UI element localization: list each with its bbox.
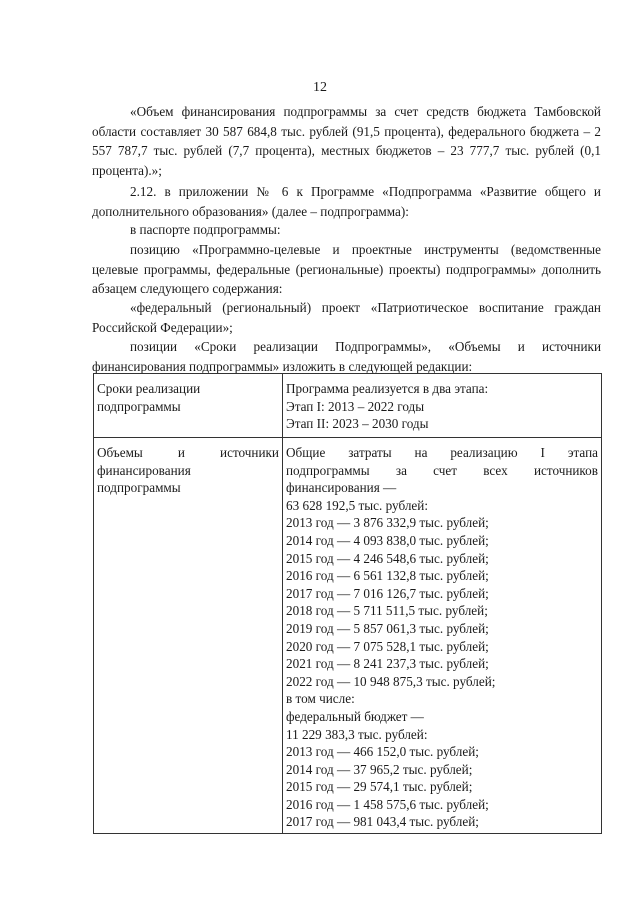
row-label-line: Сроки реализации: [97, 381, 201, 396]
row-label-line: подпрограммы: [97, 398, 181, 414]
row-content-line: подпрограммы за счет всех источников: [286, 462, 598, 478]
paragraph-passport: в паспорте подпрограммы:: [130, 222, 281, 237]
row-content-line: Программа реализуется в два этапа:: [286, 381, 489, 396]
row-label-line: Объемы и источники: [97, 445, 279, 460]
row-content-line: Этап I: 2013 – 2022 годы: [286, 398, 425, 414]
row-content-line: Общие затраты на реализацию I этапа: [286, 445, 598, 460]
table-cell-content: [283, 438, 602, 834]
page-number: 12: [313, 80, 327, 95]
paragraph-positions-edit: позиции «Сроки реализации Подпрограммы», «Объемы и источники финансирования подпрограммы» изложить в следующей редакции:: [92, 339, 601, 374]
passport-table: [93, 373, 602, 834]
row-content-line: 11 229 383,3 тыс. рублей:: [286, 726, 428, 742]
row-content-line: 2016 год — 1 458 575,6 тыс. рублей;: [286, 796, 489, 812]
row-content-line: 2015 год — 29 574,1 тыс. рублей;: [286, 779, 473, 795]
table-row: [94, 438, 602, 834]
paragraph-funding-volume: «Объем финансирования подпрограммы за счет средств бюджета Тамбовской области составляет 30 587 684,8 тыс. рублей (91,5 процента), федерального бюджета – 2 557 787,7 тыс. рублей (7,7 процента), местных бюджетов – 23 777,7 тыс. рублей (0,1 процента).»;: [92, 104, 601, 178]
row-content-line: 2015 год — 4 246 548,6 тыс. рублей;: [286, 550, 489, 566]
row-content-line: 2018 год — 5 711 511,5 тыс. рублей;: [286, 603, 488, 619]
row-content-line: 2014 год — 37 965,2 тыс. рублей;: [286, 761, 473, 777]
paragraph-federal-project: «федеральный (региональный) проект «Патриотическое воспитание граждан Российской Федерации»;: [92, 300, 601, 335]
row-content-line: финансирования —: [286, 480, 397, 496]
row-content-line: 2017 год — 981 043,4 тыс. рублей;: [286, 814, 479, 830]
row-content-line: 2013 год — 3 876 332,9 тыс. рублей;: [286, 515, 489, 531]
row-content-line: 2022 год — 10 948 875,3 тыс. рублей;: [286, 673, 496, 689]
table-cell-label: [94, 374, 283, 438]
row-content-line: в том числе:: [286, 691, 355, 707]
row-content-line: федеральный бюджет —: [286, 708, 424, 724]
row-label-line: подпрограммы: [97, 480, 181, 496]
row-content-line: 2013 год — 466 152,0 тыс. рублей;: [286, 744, 479, 760]
row-label-line: финансирования: [97, 462, 191, 478]
paragraph-instruments-position: позицию «Программно-целевые и проектные инструменты (ведомственные целевые программы, федеральные (региональные) проекты) подпрограммы» дополнить абзацем следующего содержания:: [92, 242, 601, 297]
row-content-line: 2016 год — 6 561 132,8 тыс. рублей;: [286, 568, 489, 584]
row-content-line: 2014 год — 4 093 838,0 тыс. рублей;: [286, 532, 489, 548]
row-content-line: 2021 год — 8 241 237,3 тыс. рублей;: [286, 656, 489, 672]
table-cell-content: [283, 374, 602, 438]
row-content-line: 2020 год — 7 075 528,1 тыс. рублей;: [286, 638, 489, 654]
row-content-line: 2017 год — 7 016 126,7 тыс. рублей;: [286, 585, 489, 601]
row-content-line: Этап II: 2023 – 2030 годы: [286, 416, 429, 432]
table-row: [94, 374, 602, 438]
paragraph-appendix-6: 2.12. в приложении № 6 к Программе «Подпрограмма «Развитие общего и дополнительного образования» (далее – подпрограмма):: [92, 184, 601, 219]
table-cell-label: [94, 438, 283, 834]
row-content-line: 63 628 192,5 тыс. рублей:: [286, 497, 428, 513]
row-content-line: 2019 год — 5 857 061,3 тыс. рублей;: [286, 620, 489, 636]
